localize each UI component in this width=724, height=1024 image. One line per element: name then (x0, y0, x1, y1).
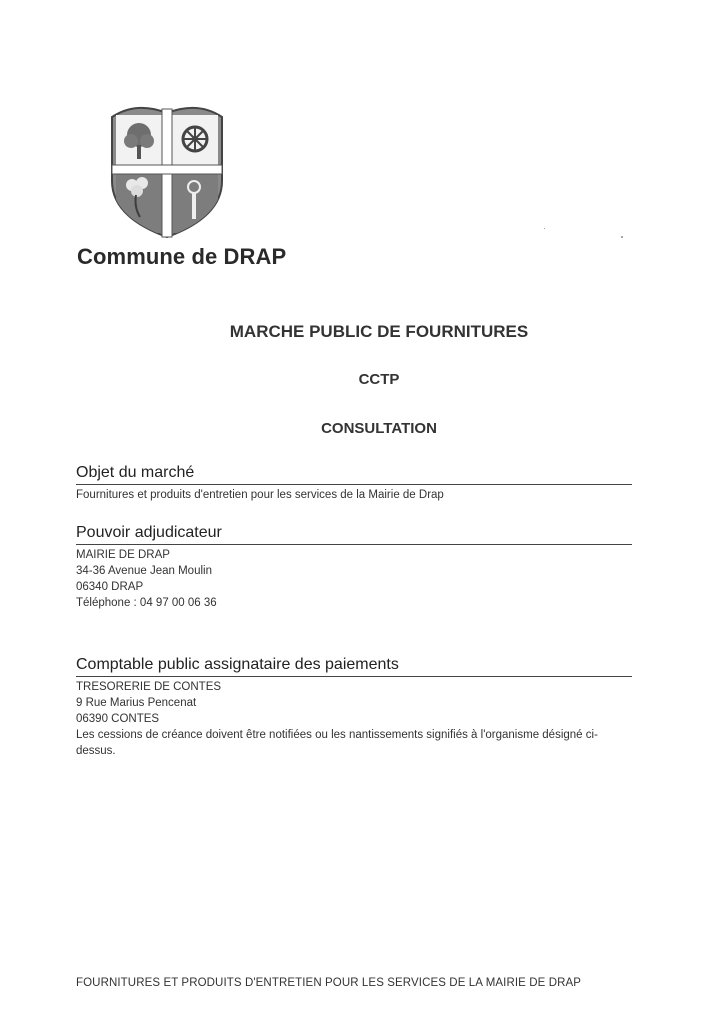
pouvoir-section (76, 523, 632, 611)
comptable-line: TRESORERIE DE CONTES (76, 681, 222, 693)
pouvoir-line: 34-36 Avenue Jean Moulin (76, 565, 212, 577)
scan-speck (544, 228, 545, 229)
objet-heading: Objet du marché (76, 463, 632, 485)
scan-speck (621, 236, 623, 238)
document-title: MARCHE PUBLIC DE FOURNITURES (229, 322, 529, 341)
comptable-note: Les cessions de créance doivent être notifiées ou les nantissements signifiés à l'organisme désigné ci-dessus. (76, 729, 598, 757)
comptable-line: 06390 CONTES (76, 713, 160, 725)
commune-name: Commune de DRAP (77, 244, 287, 269)
comptable-section (76, 655, 632, 759)
comptable-line: 9 Rue Marius Pencenat (76, 697, 197, 709)
pouvoir-line: MAIRIE DE DRAP (76, 549, 170, 561)
wheel-emblem-icon (183, 127, 207, 151)
comptable-heading: Comptable public assignataire des paiements (76, 655, 632, 677)
pouvoir-heading: Pouvoir adjudicateur (76, 523, 632, 545)
pouvoir-line: 06340 DRAP (76, 581, 144, 593)
coat-of-arms-logo (106, 99, 228, 239)
procedure-type: CONSULTATION (321, 420, 437, 437)
document-type: CCTP (358, 371, 400, 388)
objet-section (76, 463, 632, 503)
page-footer: FOURNITURES ET PRODUITS D'ENTRETIEN POUR LES SERVICES DE LA MAIRIE DE DRAP (76, 977, 582, 989)
pouvoir-phone: Téléphone : 04 97 00 06 36 (76, 597, 217, 609)
objet-text: Fournitures et produits d'entretien pour les services de la Mairie de Drap (76, 489, 444, 501)
